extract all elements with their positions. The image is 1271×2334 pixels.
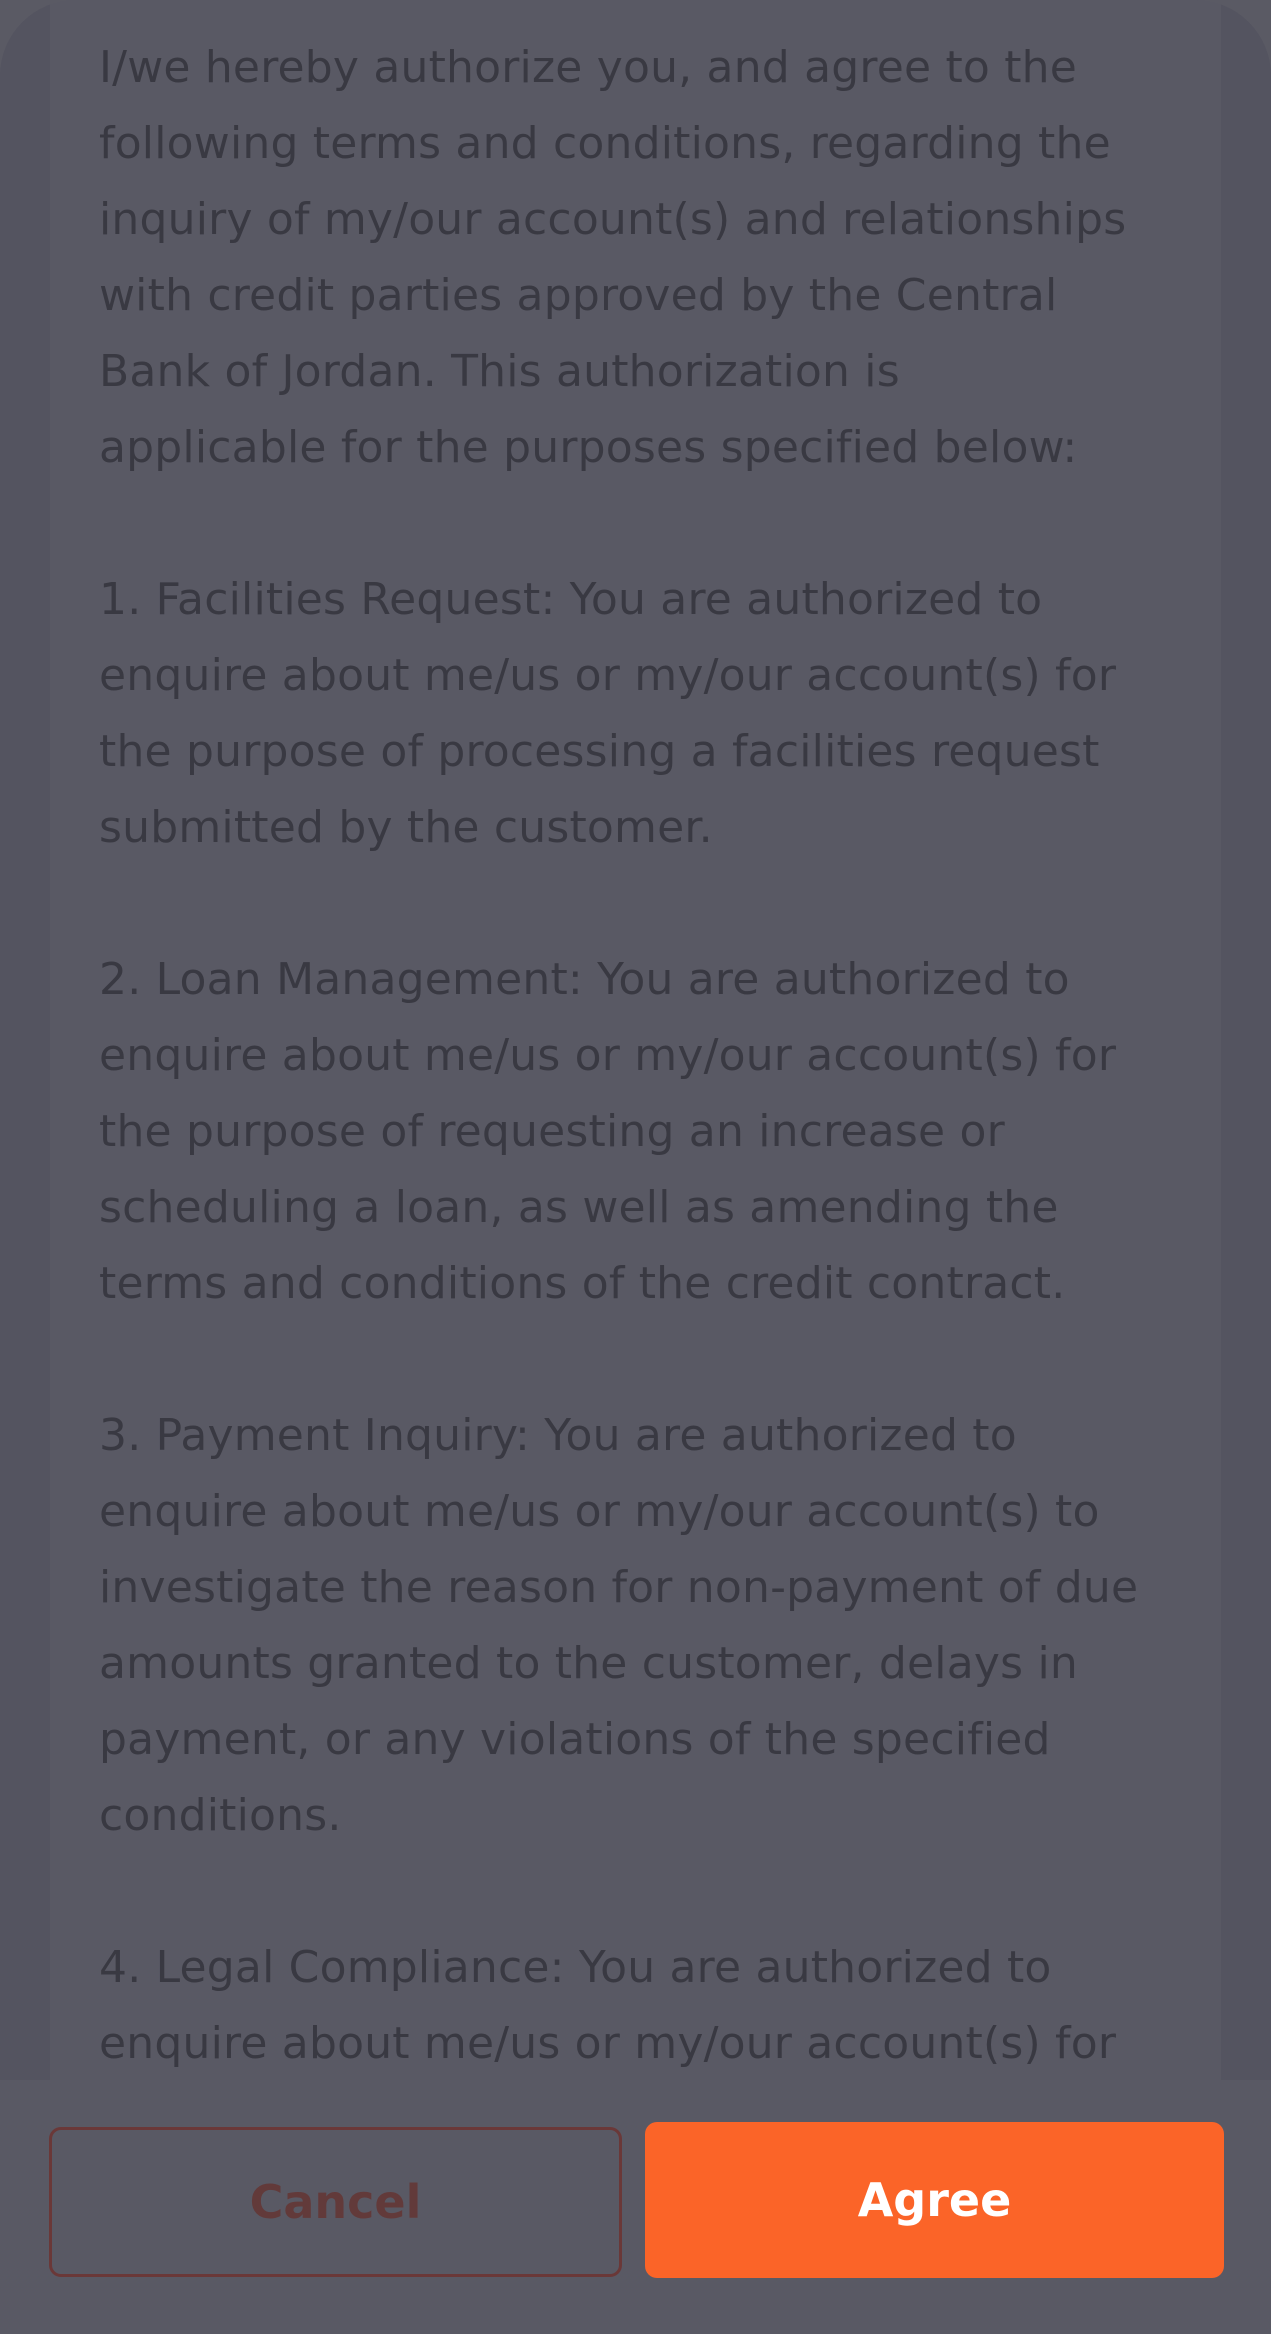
terms-text: I/we hereby authorize you, and agree to the following terms and conditions, regarding the inquiry of my/our account(s) and relationships with credit parties approved by the Central Bank of Jordan. This authorization is applicable for the purposes specified below: 1. Facilities Request: You are authorized to enquire about me/us or my/our account(s) for the purpose of processing a facilities request submitted by the customer. 2. Loan Management: You are authorized to enquire about me/us or my/our account(s) for the purpose of requesting an increase or scheduling a loan, as well as amending the terms and conditions of the credit contract. 3. Payment Inquiry: You are authorized to enquire about me/us or my/our account(s) to investigate the reason for non-payment of due amounts granted to the customer, delays in payment, or any violations of the specified conditions. 4. Legal Compliance: You are authorized to enquire about me/us or my/our account(s) for [99,42,1139,2069]
action-bar [0,2080,1271,2334]
sheet-right-edge [1221,0,1271,2334]
terms-scroll-area[interactable] [50,0,1221,2080]
agree-button[interactable]: Agree [645,2122,1224,2278]
sheet-left-edge [0,0,50,2334]
cancel-button[interactable]: Cancel [49,2127,622,2277]
